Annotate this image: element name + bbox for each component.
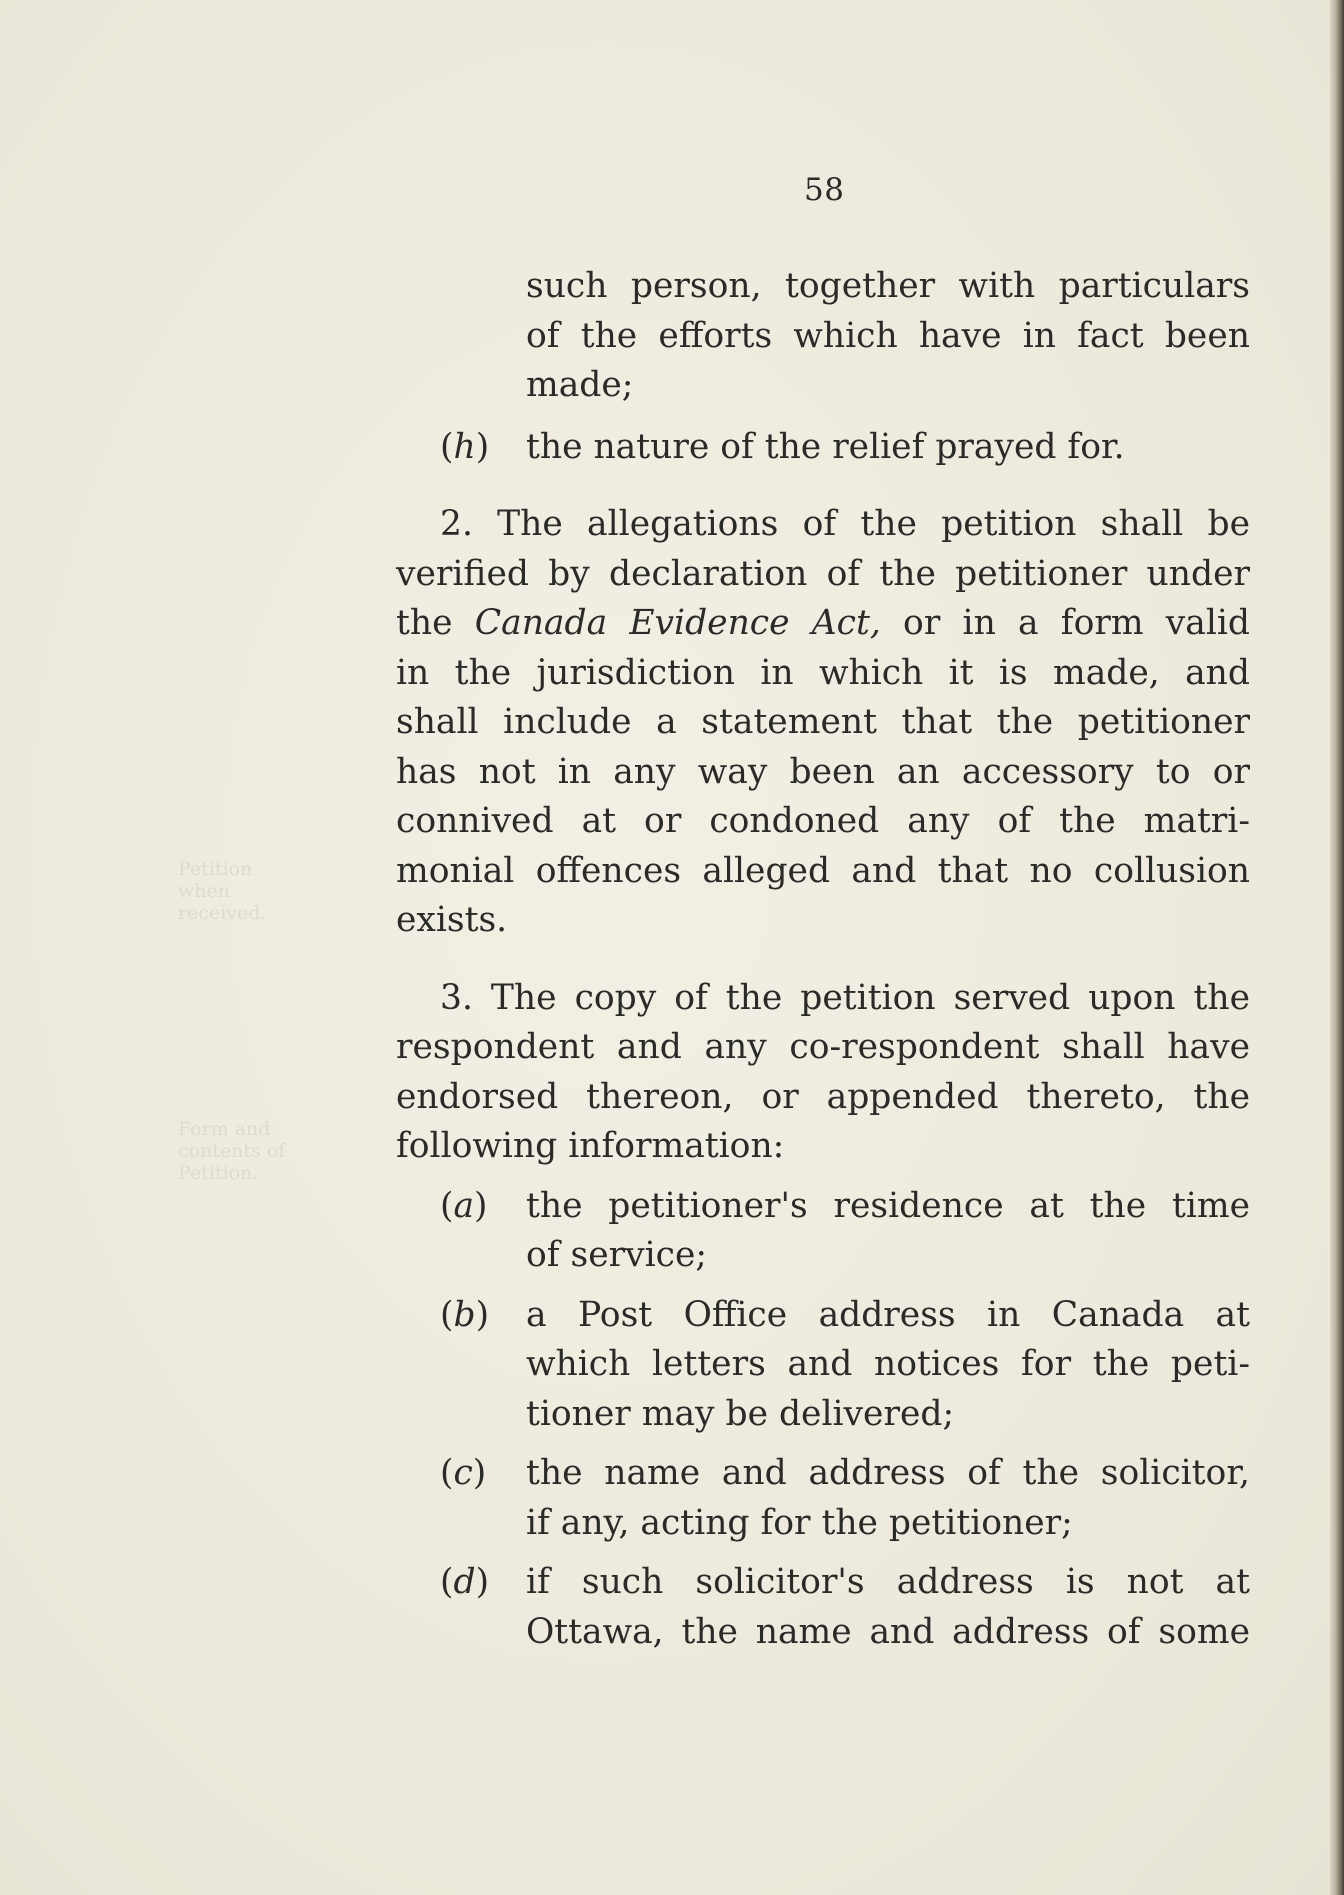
margin-note-line: received.	[178, 902, 267, 924]
list-item-h	[396, 423, 1250, 473]
margin-note-form-contents	[178, 1118, 328, 1184]
act-title: Canada Evidence Act,	[474, 603, 881, 643]
text-line: of service;	[526, 1235, 708, 1275]
text-line: verified by declaration of the petitioner under	[396, 553, 1250, 594]
list-item-b	[396, 1291, 1250, 1440]
text-line: exists.	[396, 900, 508, 940]
page-number: 58	[804, 172, 845, 208]
text-line: the name and address of the solicitor,	[526, 1453, 1250, 1493]
item-label: (h)	[440, 426, 490, 467]
list-item-a	[396, 1182, 1250, 1281]
text-line: if such solicitor's address is not at	[526, 1562, 1250, 1602]
text-line: if any, acting for the petitioner;	[526, 1502, 1073, 1543]
text-line: monial offences alleged and that no collusion	[396, 850, 1250, 891]
text-line: of the efforts which have in fact been	[526, 315, 1250, 356]
list-item-c	[396, 1449, 1250, 1548]
text-line: a Post Office address in Canada at	[526, 1294, 1250, 1335]
text-line: the petitioner's residence at the time	[526, 1185, 1250, 1226]
margin-note-line: when	[178, 880, 230, 902]
margin-note-line: Petition	[178, 858, 253, 880]
text-line: following information:	[396, 1126, 785, 1166]
section-2-paragraph	[396, 500, 1250, 946]
text-line: such person, together with particulars	[526, 266, 1250, 306]
text-line: the nature of the relief prayed for.	[526, 426, 1125, 467]
text-line: shall include a statement that the petitioner	[396, 702, 1250, 742]
text-line: has not in any way been an accessory to or	[396, 751, 1250, 792]
continuation-paragraph	[526, 262, 1250, 411]
margin-note-petition-received	[178, 858, 328, 924]
text-line: 2. The allegations of the petition shall be	[440, 504, 1250, 544]
text-line: 3. The copy of the petition served upon the	[440, 977, 1250, 1018]
margin-note-line: contents of	[178, 1140, 286, 1162]
text-line: Ottawa, the name and address of some	[526, 1611, 1250, 1652]
text-line: the Canada Evidence Act, or in a form valid	[396, 603, 1250, 643]
text-line: connived at or condoned any of the matri-	[396, 801, 1250, 841]
text-line: made;	[526, 365, 634, 405]
text-line: endorsed thereon, or appended thereto, the	[396, 1076, 1250, 1117]
text-line: tioner may be delivered;	[526, 1393, 955, 1434]
body-text	[396, 262, 1250, 1657]
item-label: (a)	[440, 1185, 488, 1226]
book-spine-shadow	[1330, 0, 1344, 1895]
text-line: respondent and any co-respondent shall have	[396, 1027, 1250, 1067]
item-label: (d)	[440, 1562, 490, 1602]
text-line: in the jurisdiction in which it is made, and	[396, 652, 1250, 693]
item-label: (c)	[440, 1453, 487, 1493]
item-label: (b)	[440, 1294, 490, 1335]
margin-note-line: Petition.	[178, 1162, 259, 1184]
margin-note-line: Form and	[178, 1118, 271, 1140]
section-3-paragraph	[396, 974, 1250, 1172]
text-line: which letters and notices for the peti-	[526, 1344, 1250, 1384]
list-item-d	[396, 1558, 1250, 1657]
